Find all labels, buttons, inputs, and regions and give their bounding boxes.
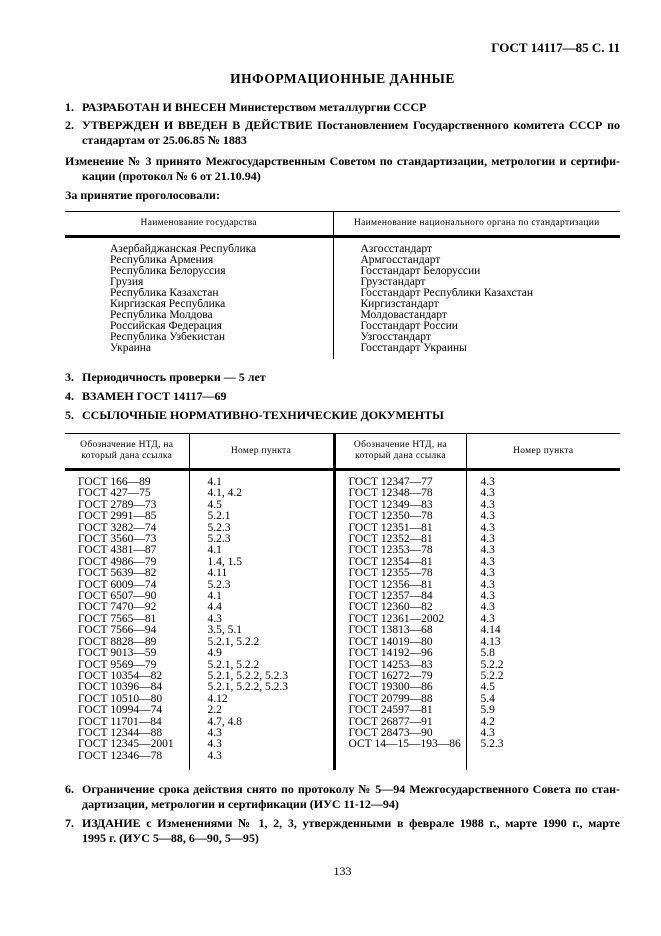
- page-title: ИНФОРМАЦИОННЫЕ ДАННЫЕ: [230, 71, 455, 86]
- table-cell: ГОСТ 3282—74: [65, 523, 189, 534]
- table-row: [65, 614, 620, 625]
- table-cell: 5.2.1, 5.2.2, 5.2.3: [189, 671, 334, 682]
- table-cell: ГОСТ 24597—81: [334, 705, 466, 716]
- table-row: [65, 682, 620, 693]
- table-row: [65, 580, 620, 591]
- page-number: 133: [333, 864, 352, 879]
- table-cell: 4.3: [480, 545, 495, 557]
- table-cell: Республика Армения: [65, 255, 333, 266]
- item-number: 4.: [65, 389, 74, 403]
- table-cell: ГОСТ 12350—78: [334, 511, 466, 522]
- table-cell: ГОСТ 4986—79: [65, 557, 189, 568]
- table-cell: ГОСТ 12357—84: [334, 591, 466, 602]
- states-table-header-row: [65, 212, 620, 237]
- table-cell: ГОСТ 5639—82: [65, 568, 189, 579]
- amendment-text-line: кации (протокол № 6 от 21.10.94): [82, 169, 261, 183]
- table-cell: ГОСТ 2789—73: [65, 500, 189, 511]
- table-cell: ГОСТ 4381—87: [65, 545, 189, 556]
- table-cell: ГОСТ 427—75: [65, 488, 189, 499]
- item-text-line: Периодичность проверки — 5 лет: [82, 370, 266, 384]
- table-cell: ГОСТ 12345—2001: [65, 739, 189, 750]
- table-row: [65, 470, 620, 489]
- table-row: [65, 277, 620, 288]
- table-cell: Киргизстандарт: [360, 299, 439, 310]
- table-cell: Молдовастандарт: [360, 310, 447, 321]
- table-cell: 4.3: [480, 522, 495, 534]
- page-content: [65, 0, 620, 879]
- table-cell: ГОСТ 12356—81: [334, 580, 466, 591]
- table-cell: ГОСТ 7566—94: [65, 625, 189, 636]
- table-cell: 4.11: [189, 568, 334, 579]
- table-row: [65, 751, 620, 770]
- table-cell: 4.9: [189, 648, 334, 659]
- table-cell: 4.7, 4.8: [189, 717, 334, 728]
- table-cell: Грузстандарт: [360, 277, 426, 288]
- table-row: [65, 237, 620, 256]
- table-cell: ГОСТ 12353—78: [334, 545, 466, 556]
- table-cell: 4.3: [480, 488, 495, 500]
- references-table-header-row: [65, 434, 620, 470]
- table-cell: 4.3: [480, 613, 495, 625]
- table-cell: Республика Белоруссия: [65, 266, 333, 277]
- item-number: 2.: [65, 118, 74, 132]
- item-text-line: УТВЕРЖДЕН И ВВЕДЕН В ДЕЙСТВИЕ Постановлением Государственного комитета СССР по: [82, 118, 620, 132]
- amendment-text-line: Изменение № 3 принято Межгосударственным Советом по стандартизации, метрологии и сертифи-: [65, 154, 620, 168]
- table-cell: 5.2.2: [480, 670, 504, 682]
- table-cell: Азербайджанская Республика: [65, 237, 333, 256]
- table-cell: ГОСТ 12352—81: [334, 534, 466, 545]
- table-cell: 1.4, 1.5: [189, 557, 334, 568]
- table-row: [65, 343, 620, 359]
- table-cell: 4.3: [480, 579, 495, 591]
- table-row: [65, 332, 620, 343]
- item-text-line: 1995 г. (ИУС 5—88, 6—90, 5—95): [82, 831, 259, 846]
- table-cell: ГОСТ 13813—68: [334, 625, 466, 636]
- table-cell: Киргизская Республика: [65, 299, 333, 310]
- table-row: [65, 321, 620, 332]
- table-cell: 4.1: [189, 591, 334, 602]
- table-cell: 4.3: [480, 591, 495, 603]
- table-cell: 5.2.2: [480, 659, 504, 671]
- column-header-clause-left: Номер пункта: [189, 434, 334, 470]
- item-text-line: РАЗРАБОТАН И ВНЕСЕН Министерством металлургии СССР: [82, 100, 427, 114]
- table-cell: ГОСТ 10396—84: [65, 682, 189, 693]
- item-text-line: Ограничение срока действия снято по протоколу № 5—94 Межгосударственного Совета по стан-: [82, 782, 620, 797]
- table-row: [65, 557, 620, 568]
- table-cell: 5.2.1, 5.2.2, 5.2.3: [189, 682, 334, 693]
- item-2-approved: [65, 118, 620, 148]
- table-cell: 5.2.1, 5.2.2: [189, 637, 334, 648]
- table-cell: ГОСТ 12346—78: [65, 751, 189, 770]
- table-cell: ГОСТ 7565—81: [65, 614, 189, 625]
- item-4-replaces: [65, 389, 620, 404]
- table-cell: ГОСТ 6507—90: [65, 591, 189, 602]
- table-cell: ГОСТ 28473—90: [334, 728, 466, 739]
- table-cell: 5.4: [480, 693, 495, 705]
- table-cell: 4.3: [480, 556, 495, 568]
- table-cell: Госстандарт Украины: [360, 343, 467, 354]
- table-row: [65, 717, 620, 728]
- table-row: [65, 255, 620, 266]
- table-row: [65, 500, 620, 511]
- table-row: [65, 728, 620, 739]
- table-cell: ГОСТ 12347—77: [334, 470, 466, 489]
- table-cell: ГОСТ 14253—83: [334, 660, 466, 671]
- table-cell: ГОСТ 10354—82: [65, 671, 189, 682]
- table-cell: 2.2: [189, 705, 334, 716]
- table-cell: 4.3: [480, 568, 495, 580]
- states-table: [65, 211, 620, 359]
- table-cell: Российская Федерация: [65, 321, 333, 332]
- table-cell: ГОСТ 8828—89: [65, 637, 189, 648]
- table-cell: ГОСТ 12344—88: [65, 728, 189, 739]
- table-cell: 4.3: [189, 728, 334, 739]
- item-text-line: ССЫЛОЧНЫЕ НОРМАТИВНО-ТЕХНИЧЕСКИЕ ДОКУМЕНТЫ: [82, 408, 444, 422]
- table-cell: 4.3: [189, 614, 334, 625]
- table-cell: Госстандарт Республики Казахстан: [360, 288, 534, 299]
- item-number: 7.: [65, 816, 74, 831]
- table-cell: Узгосстандарт: [360, 332, 431, 343]
- table-row: [65, 288, 620, 299]
- table-cell: 4.3: [480, 727, 495, 739]
- table-cell: ГОСТ 12348—78: [334, 488, 466, 499]
- table-cell: ОСТ 14—15—193—86: [334, 739, 466, 750]
- amendment-note: [65, 154, 620, 184]
- table-row: [65, 705, 620, 716]
- table-row: [65, 739, 620, 750]
- table-cell: 4.5: [480, 682, 495, 694]
- table-cell: Украина: [65, 343, 333, 359]
- table-cell: 4.14: [480, 625, 501, 637]
- table-cell: ГОСТ 6009—74: [65, 580, 189, 591]
- item-3-check-period: [65, 370, 620, 385]
- table-cell: ГОСТ 2991—85: [65, 511, 189, 522]
- table-cell: ГОСТ 12361—2002: [334, 614, 466, 625]
- item-text-line: ВЗАМЕН ГОСТ 14117—69: [82, 389, 227, 403]
- table-row: [65, 266, 620, 277]
- table-row: [65, 694, 620, 705]
- table-cell: ГОСТ 9569—79: [65, 660, 189, 671]
- item-number: 1.: [65, 100, 74, 114]
- table-cell: ГОСТ 12360—82: [334, 602, 466, 613]
- table-cell: ГОСТ 7470—92: [65, 602, 189, 613]
- table-cell: 4.1, 4.2: [189, 488, 334, 499]
- table-cell: Республика Узбекистан: [65, 332, 333, 343]
- table-cell: 5.2.3: [189, 523, 334, 534]
- table-row: [65, 488, 620, 499]
- table-cell: 5.2.1, 5.2.2: [189, 660, 334, 671]
- table-cell: Грузия: [65, 277, 333, 288]
- table-row: [65, 602, 620, 613]
- table-cell: 4.3: [189, 739, 334, 750]
- table-cell: ГОСТ 19300—86: [334, 682, 466, 693]
- table-cell: 5.8: [480, 648, 495, 660]
- table-cell: Армгосстандарт: [360, 255, 441, 266]
- table-cell: ГОСТ 10510—80: [65, 694, 189, 705]
- item-number: 3.: [65, 370, 74, 384]
- table-row: [65, 545, 620, 556]
- table-cell: ГОСТ 14192—96: [334, 648, 466, 659]
- table-cell: Госстандарт России: [360, 321, 458, 332]
- item-text-line: ИЗДАНИЕ с Изменениями № 1, 2, 3, утвержденными в феврале 1988 г., марте 1990 г., марте: [82, 816, 620, 831]
- table-row: [65, 637, 620, 648]
- table-cell: 4.1: [189, 545, 334, 556]
- document-header: ГОСТ 14117—85 С. 11: [491, 40, 620, 55]
- references-table: [65, 433, 620, 770]
- states-table-body: [65, 237, 620, 360]
- table-cell: 4.1: [189, 470, 334, 489]
- table-cell: 4.3: [480, 476, 495, 488]
- table-cell: 4.3: [480, 499, 495, 511]
- table-row: [65, 511, 620, 522]
- table-row: [65, 648, 620, 659]
- table-cell: Республика Молдова: [65, 310, 333, 321]
- item-5-reference-docs: [65, 408, 620, 423]
- table-cell: Республика Казахстан: [65, 288, 333, 299]
- table-cell: 5.2.3: [189, 534, 334, 545]
- column-header-state: Наименование государства: [65, 212, 333, 237]
- table-row: [65, 671, 620, 682]
- item-6-validity-limit: [65, 782, 620, 812]
- table-row: [65, 591, 620, 602]
- table-cell: [334, 751, 466, 770]
- references-table-body: [65, 470, 620, 771]
- table-cell: ГОСТ 26877—91: [334, 717, 466, 728]
- item-number: 6.: [65, 782, 74, 797]
- table-cell: ГОСТ 10994—74: [65, 705, 189, 716]
- table-cell: ГОСТ 12351—81: [334, 523, 466, 534]
- table-cell: 4.4: [189, 602, 334, 613]
- table-cell: 5.2.3: [480, 739, 504, 751]
- table-cell: 4.3: [480, 602, 495, 614]
- table-cell: ГОСТ 166—89: [65, 470, 189, 489]
- table-cell: Госстандарт Белоруссии: [360, 266, 481, 277]
- column-header-ntd-left: Обозначение НТД, на который дана ссылка: [65, 434, 189, 470]
- table-cell: 4.12: [189, 694, 334, 705]
- item-text-line: дартизации, метрологии и сертификации (ИУС 11-12—94): [82, 797, 399, 812]
- table-cell: ГОСТ 14019—80: [334, 637, 466, 648]
- table-cell: [466, 751, 620, 770]
- table-cell: 5.9: [480, 705, 495, 717]
- table-cell: 4.3: [189, 751, 334, 770]
- table-row: [65, 534, 620, 545]
- table-cell: 4.2: [480, 716, 495, 728]
- table-cell: 4.13: [480, 636, 501, 648]
- table-cell: 3.5, 5.1: [189, 625, 334, 636]
- column-header-clause-right: Номер пункта: [466, 434, 620, 470]
- item-number: 5.: [65, 408, 74, 422]
- table-row: [65, 523, 620, 534]
- table-cell: ГОСТ 16272—79: [334, 671, 466, 682]
- table-row: [65, 299, 620, 310]
- table-cell: Азгосстандарт: [360, 243, 433, 255]
- table-cell: 4.5: [189, 500, 334, 511]
- table-cell: ГОСТ 9013—59: [65, 648, 189, 659]
- table-cell: ГОСТ 3560—73: [65, 534, 189, 545]
- column-header-standards-body: Наименование национального органа по стандартизации: [333, 212, 620, 237]
- table-cell: ГОСТ 12354—81: [334, 557, 466, 568]
- item-text-line: стандартам от 25.06.85 № 1883: [82, 133, 247, 147]
- table-cell: 5.2.1: [189, 511, 334, 522]
- item-7-edition: [65, 816, 620, 846]
- item-1-developed: [65, 100, 620, 115]
- table-cell: ГОСТ 11701—84: [65, 717, 189, 728]
- table-row: [65, 568, 620, 579]
- table-cell: ГОСТ 20799—88: [334, 694, 466, 705]
- table-cell: 5.2.3: [189, 580, 334, 591]
- table-row: [65, 310, 620, 321]
- table-cell: 4.3: [480, 534, 495, 546]
- table-row: [65, 660, 620, 671]
- table-row: [65, 625, 620, 636]
- column-header-ntd-right: Обозначение НТД, на который дана ссылка: [334, 434, 466, 470]
- table-cell: ГОСТ 12355—78: [334, 568, 466, 579]
- vote-lead-in: За принятие проголосовали:: [65, 188, 220, 202]
- table-cell: 4.3: [480, 511, 495, 523]
- table-cell: ГОСТ 12349—83: [334, 500, 466, 511]
